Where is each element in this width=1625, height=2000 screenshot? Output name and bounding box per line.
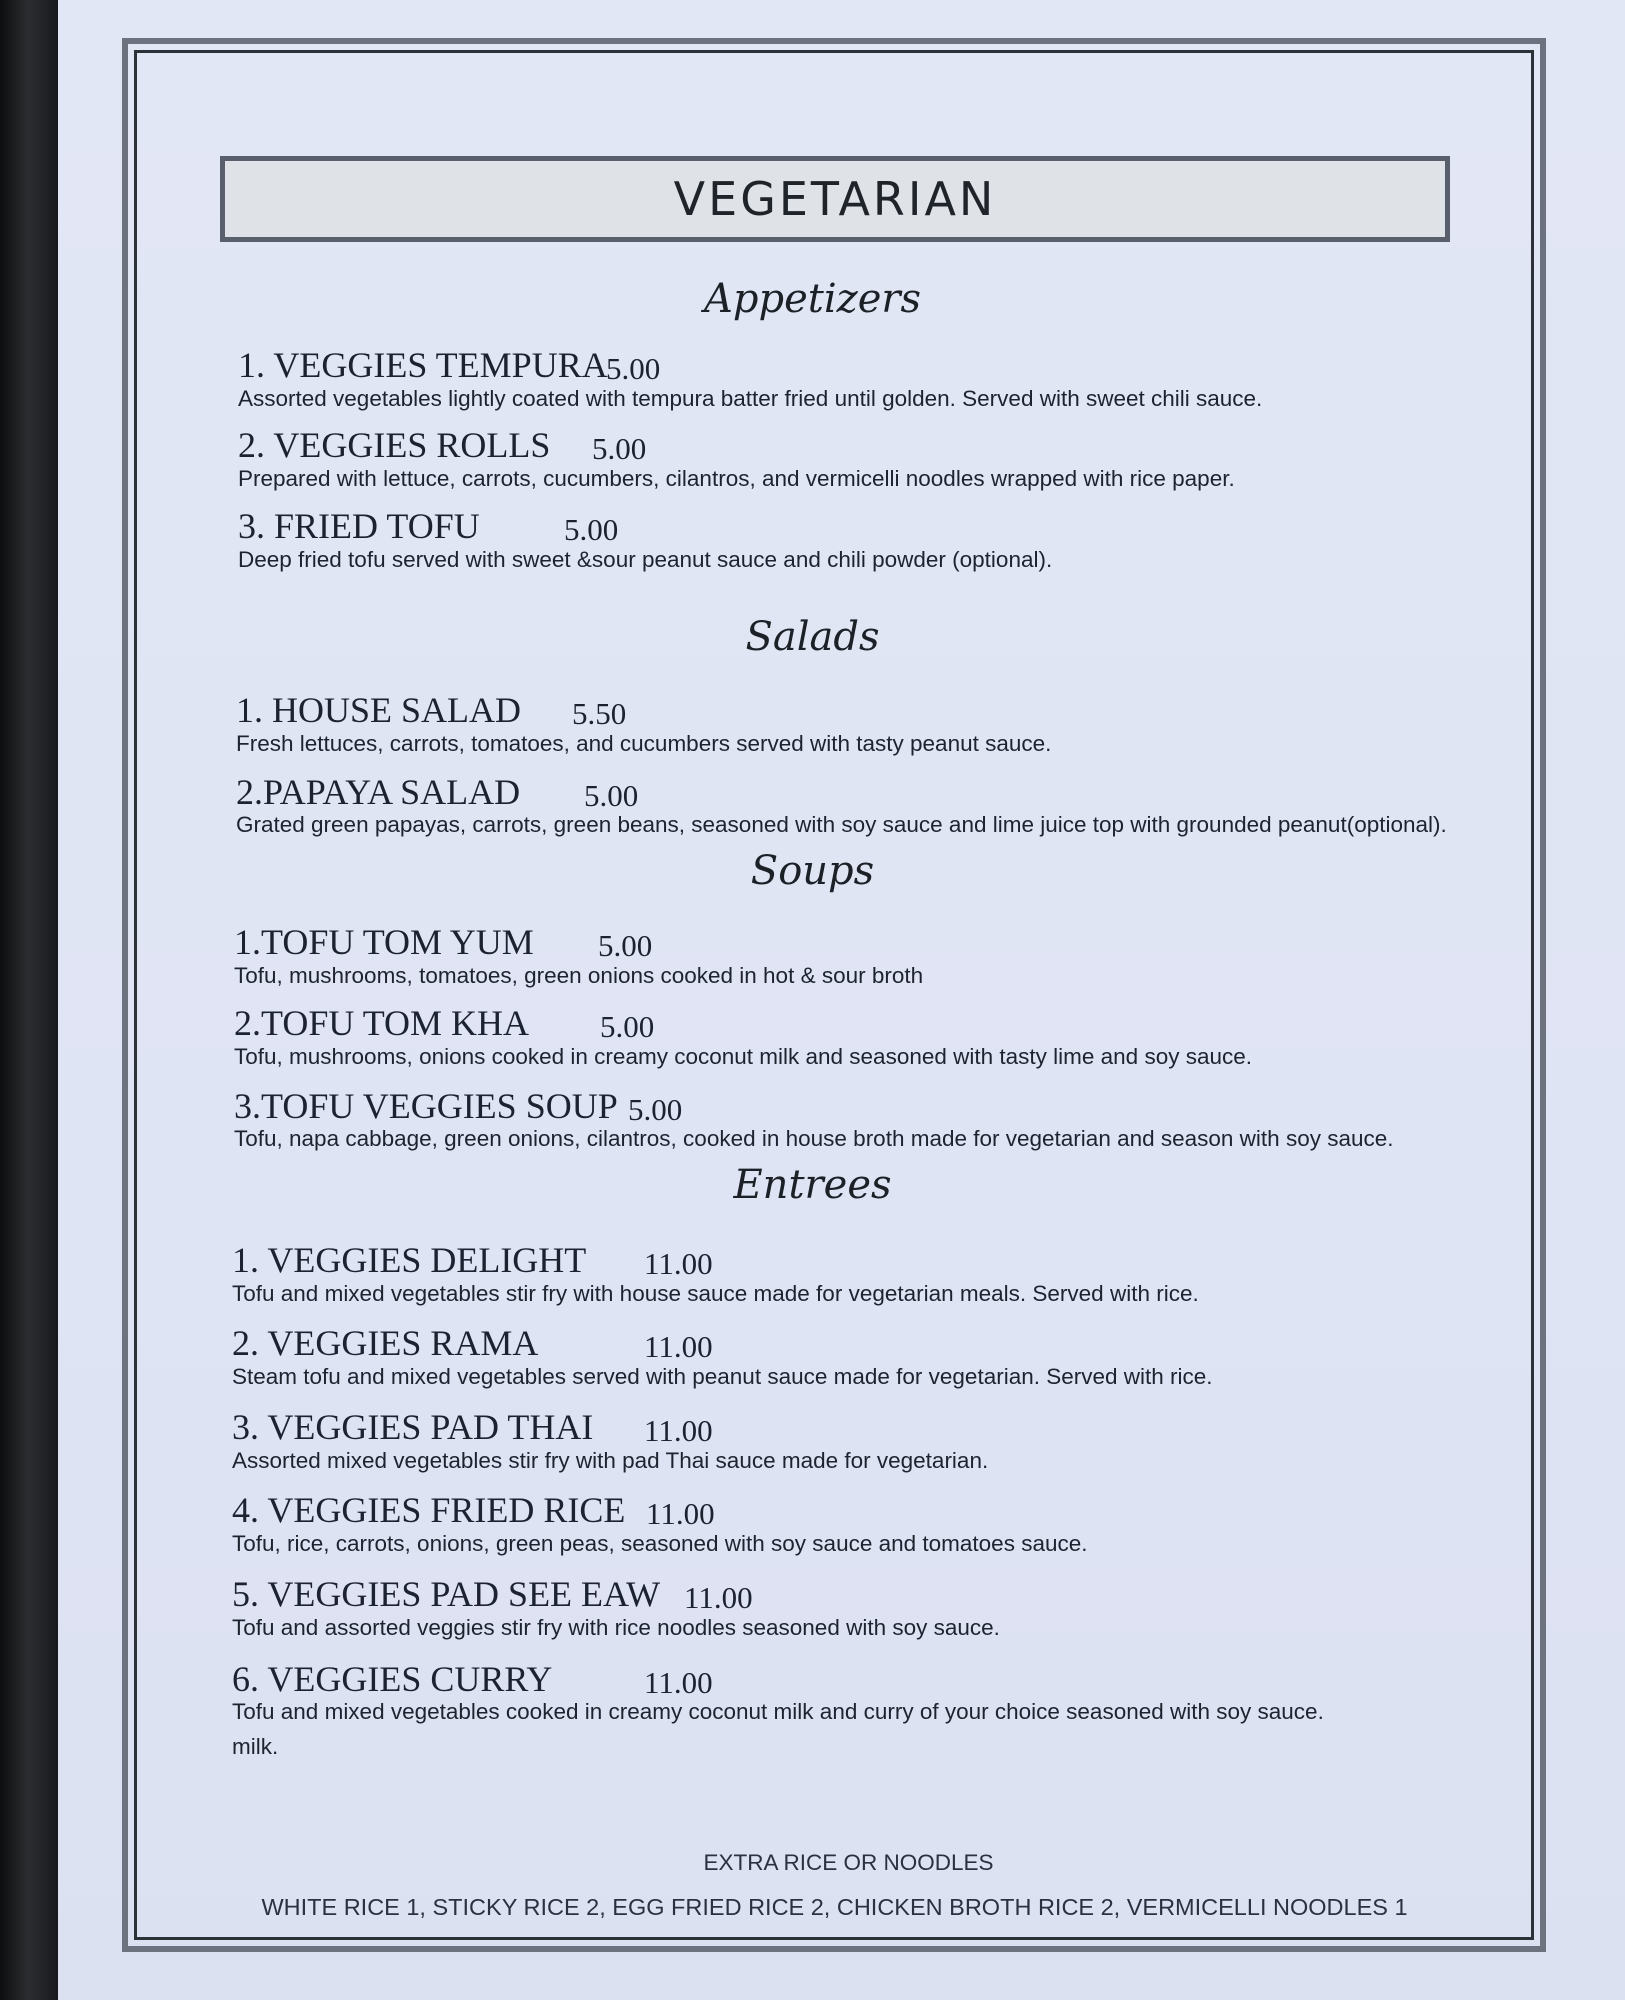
item-name: 1. VEGGIES DELIGHT bbox=[232, 1240, 587, 1280]
item-name: 3. VEGGIES PAD THAI bbox=[232, 1407, 594, 1447]
item-price: 11.00 bbox=[644, 1329, 713, 1364]
item-name: 2. VEGGIES RAMA bbox=[232, 1323, 539, 1363]
menu-item bbox=[238, 345, 1498, 413]
item-description: Grated green papayas, carrots, green beans, seasoned with soy sauce and lime juice top with grounded peanut(optional). bbox=[236, 812, 1447, 837]
item-description: Assorted vegetables lightly coated with tempura batter fried until golden. Served with sweet chili sauce. bbox=[238, 386, 1263, 411]
item-description: Tofu and assorted veggies stir fry with rice noodles seasoned with soy sauce. bbox=[232, 1615, 1000, 1640]
extras-heading: EXTRA RICE OR NOODLES bbox=[703, 1850, 994, 1875]
section-heading-salads: Salads bbox=[745, 614, 880, 660]
menu-item bbox=[236, 772, 1496, 838]
menu-item bbox=[232, 1574, 1492, 1642]
section-heading-entrees: Entrees bbox=[733, 1162, 892, 1208]
item-name: 6. VEGGIES CURRY bbox=[232, 1659, 553, 1699]
item-name: 3.TOFU VEGGIES SOUP bbox=[234, 1086, 618, 1126]
menu-item bbox=[234, 922, 1494, 990]
item-price: 5.50 bbox=[572, 696, 627, 731]
menu-item bbox=[234, 1003, 1494, 1071]
item-price: 5.00 bbox=[584, 778, 639, 813]
item-description: Steam tofu and mixed vegetables served with peanut sauce made for vegetarian. Served with rice. bbox=[232, 1364, 1213, 1389]
item-name: 2. VEGGIES ROLLS bbox=[238, 425, 551, 465]
item-price: 5.00 bbox=[606, 351, 661, 386]
page-border-inner bbox=[134, 50, 1534, 1940]
item-price: 11.00 bbox=[644, 1413, 713, 1448]
section-heading-appetizers: Appetizers bbox=[703, 276, 922, 322]
item-description: Prepared with lettuce, carrots, cucumbers, cilantros, and vermicelli noodles wrapped with rice paper. bbox=[238, 466, 1235, 491]
extras-list: WHITE RICE 1, STICKY RICE 2, EGG FRIED RICE 2, CHICKEN BROTH RICE 2, VERMICELLI NOODLES 1 bbox=[261, 1894, 1408, 1920]
item-name: 3. FRIED TOFU bbox=[238, 506, 480, 546]
item-description: Tofu, napa cabbage, green onions, cilantros, cooked in house broth made for vegetarian and season with soy sauce. bbox=[234, 1126, 1394, 1151]
item-name: 1. HOUSE SALAD bbox=[236, 690, 522, 730]
item-name: 2.PAPAYA SALAD bbox=[236, 772, 521, 812]
item-price: 11.00 bbox=[646, 1496, 715, 1531]
menu-item bbox=[238, 425, 1498, 493]
section-heading-soups: Soups bbox=[750, 848, 875, 894]
item-name: 1.TOFU TOM YUM bbox=[234, 922, 534, 962]
item-name: 1. VEGGIES TEMPURA bbox=[238, 345, 608, 385]
item-price: 5.00 bbox=[628, 1092, 683, 1127]
page-title: VEGETARIAN bbox=[673, 172, 997, 226]
menu-item bbox=[238, 506, 1498, 574]
item-name: 4. VEGGIES FRIED RICE bbox=[232, 1490, 626, 1530]
item-price: 11.00 bbox=[644, 1665, 713, 1700]
item-price: 11.00 bbox=[644, 1246, 713, 1281]
item-description: Tofu, mushrooms, onions cooked in creamy coconut milk and seasoned with tasty lime and soy sauce. bbox=[234, 1044, 1253, 1069]
item-description: Tofu and mixed vegetables cooked in creamy coconut milk and curry of your choice seasoned with soy sauce. bbox=[232, 1699, 1324, 1724]
menu-item bbox=[232, 1407, 1492, 1475]
item-description: Fresh lettuces, carrots, tomatoes, and cucumbers served with tasty peanut sauce. bbox=[236, 731, 1052, 756]
page-title-box bbox=[220, 156, 1450, 242]
item-extra-note: milk. bbox=[232, 1734, 279, 1759]
menu-item bbox=[234, 1086, 1494, 1152]
item-price: 5.00 bbox=[598, 928, 653, 963]
item-description: Tofu and mixed vegetables stir fry with house sauce made for vegetarian meals. Served with rice. bbox=[232, 1281, 1199, 1306]
item-price: 5.00 bbox=[564, 512, 619, 547]
menu-item bbox=[232, 1490, 1492, 1558]
menu-item bbox=[232, 1323, 1492, 1391]
item-price: 5.00 bbox=[600, 1009, 655, 1044]
menu-item bbox=[236, 690, 1496, 758]
item-price: 5.00 bbox=[592, 431, 647, 466]
item-description: Tofu, rice, carrots, onions, green peas, seasoned with soy sauce and tomatoes sauce. bbox=[232, 1531, 1088, 1556]
item-name: 5. VEGGIES PAD SEE EAW bbox=[232, 1574, 661, 1614]
item-price: 11.00 bbox=[684, 1580, 753, 1615]
item-description: Deep fried tofu served with sweet &sour peanut sauce and chili powder (optional). bbox=[238, 547, 1053, 572]
menu-item bbox=[232, 1659, 1492, 1761]
item-name: 2.TOFU TOM KHA bbox=[234, 1003, 530, 1043]
item-description: Tofu, mushrooms, tomatoes, green onions cooked in hot & sour broth bbox=[234, 963, 924, 988]
item-description: Assorted mixed vegetables stir fry with pad Thai sauce made for vegetarian. bbox=[232, 1448, 989, 1473]
menu-item bbox=[232, 1240, 1492, 1308]
